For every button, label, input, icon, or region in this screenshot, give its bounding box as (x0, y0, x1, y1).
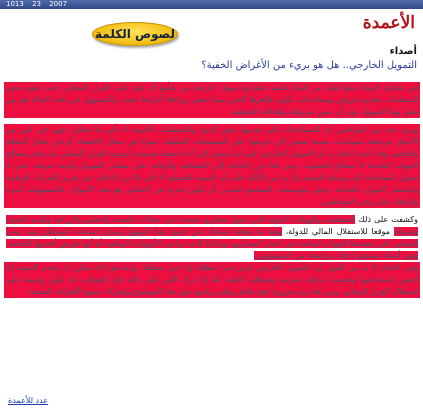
plain-text: وكشفت على ذلك (358, 215, 418, 224)
topbar-item: 23 (32, 0, 41, 8)
back-to-columns-link[interactable]: عدد للأعمدة (8, 396, 49, 405)
column-logo: لصوص الكلمة (92, 22, 178, 46)
article-paragraph: وفي الختام لا بد من القول إن التمويل الخارجي ليس شرا مطلقا ولا خيرا مطلقا، وإنما هو أداة يمكن أن تخدم التنمية إذا أحسن استخدامها وخضعت لرقابة صارمة وشفافية كاملة، أما إذا ترك الأمر على حاله فإن العواقب قد تكون وخيمة على استقلال القرار الوطني، ومن هنا نرى ضرورة فتح نقاش وطني واسع حول هذا الموضوع وإشراك جميع الأطراف المعنية. (6, 263, 418, 296)
article-paragraph: ويرى عدد من المراقبين أن المساعدات التي تقدمها بعض الدول والمنظمات الأجنبية لا تأتي بلا مقابل، فهي في كثير من الأحيان مرتبطة بسياسات معينة تسعى إلى فرضها على المجتمعات المتلقية، سواء في مجال الاقتصاد أو في مجال الثقافة والتعليم، وقد أثبتت التجارب أن التمويل الخارجي كثيرا ما يتحول إلى أداة ضغط تستخدم لتوجيه القرار المحلي بما يخدم مصالح الجهات المانحة لا مصالح الشعوب، ومن هنا تبرز الحاجة إلى الشفافية والرقابة على مصادر التمويل وأوجه صرفه، حتى لا تتحول المساعدة إلى وسيلة للتبعية، ولا بد من التأكيد على أن التنمية الحقيقية لا تأتي إلا من الداخل عبر تعزيز القدرات الوطنية واستثمار الموارد المتاحة، وعلى مؤسسات المجتمع المدني أن تكون حذرة في التعامل مع هذه الأموال، فالمسؤولية كبيرة والرهان على وعي المواطنين. (6, 125, 418, 206)
plain-text: موقعا للاستقلال المالي للدولة، (285, 227, 390, 236)
highlighted-text: المنظمات والهيئات الدولية التي تمول مشاريع متعددة في مجالات الصحة والتعليم والزراعة والبنية التحتية وغيرها، (6, 215, 418, 236)
article-paragraph (4, 214, 420, 262)
topbar-item: 1013 (6, 0, 24, 8)
article-kicker: أصداء (389, 46, 417, 57)
highlighted-text: وهذا ما يجعلنا نتساءل عن جدوى هذا التمويل ومدى استفادة المواطن منه، وعن المعايير التي تعتمدها الجهات المانحة في اختيار المشاريع، وما إذا كانت تراعي الأولويات الوطنية أم أنها تفرض أجندتها الخاصة، وهي أسئلة تستحق إجابات واضحة من المسؤولين. (6, 227, 418, 260)
article-headline: التمويل الخارجي.. هل هو بريء من الأغراض الخفية؟ (201, 60, 417, 71)
top-bar (0, 0, 423, 9)
article-body (4, 82, 420, 304)
topbar-item: 2007 (49, 0, 68, 8)
article-paragraph: في متناول الدولة مبلغ قليل من المال لتنفيذ مشاريع تمويل خارجية من شأنها أن تؤثر على القرار المحلي، حيث تقوم بعض المنظمات بتقديم قروض ومساعدات يكون ظاهرها الخير بينما تخفي وراءها أغراضا خفية، والمسؤول في هذه الحالة هو من يقبل بهذا التمويل دون أن يتبين شروطه وأهدافه الحقيقية. (6, 83, 418, 116)
section-title: الأعمدة (362, 13, 415, 33)
